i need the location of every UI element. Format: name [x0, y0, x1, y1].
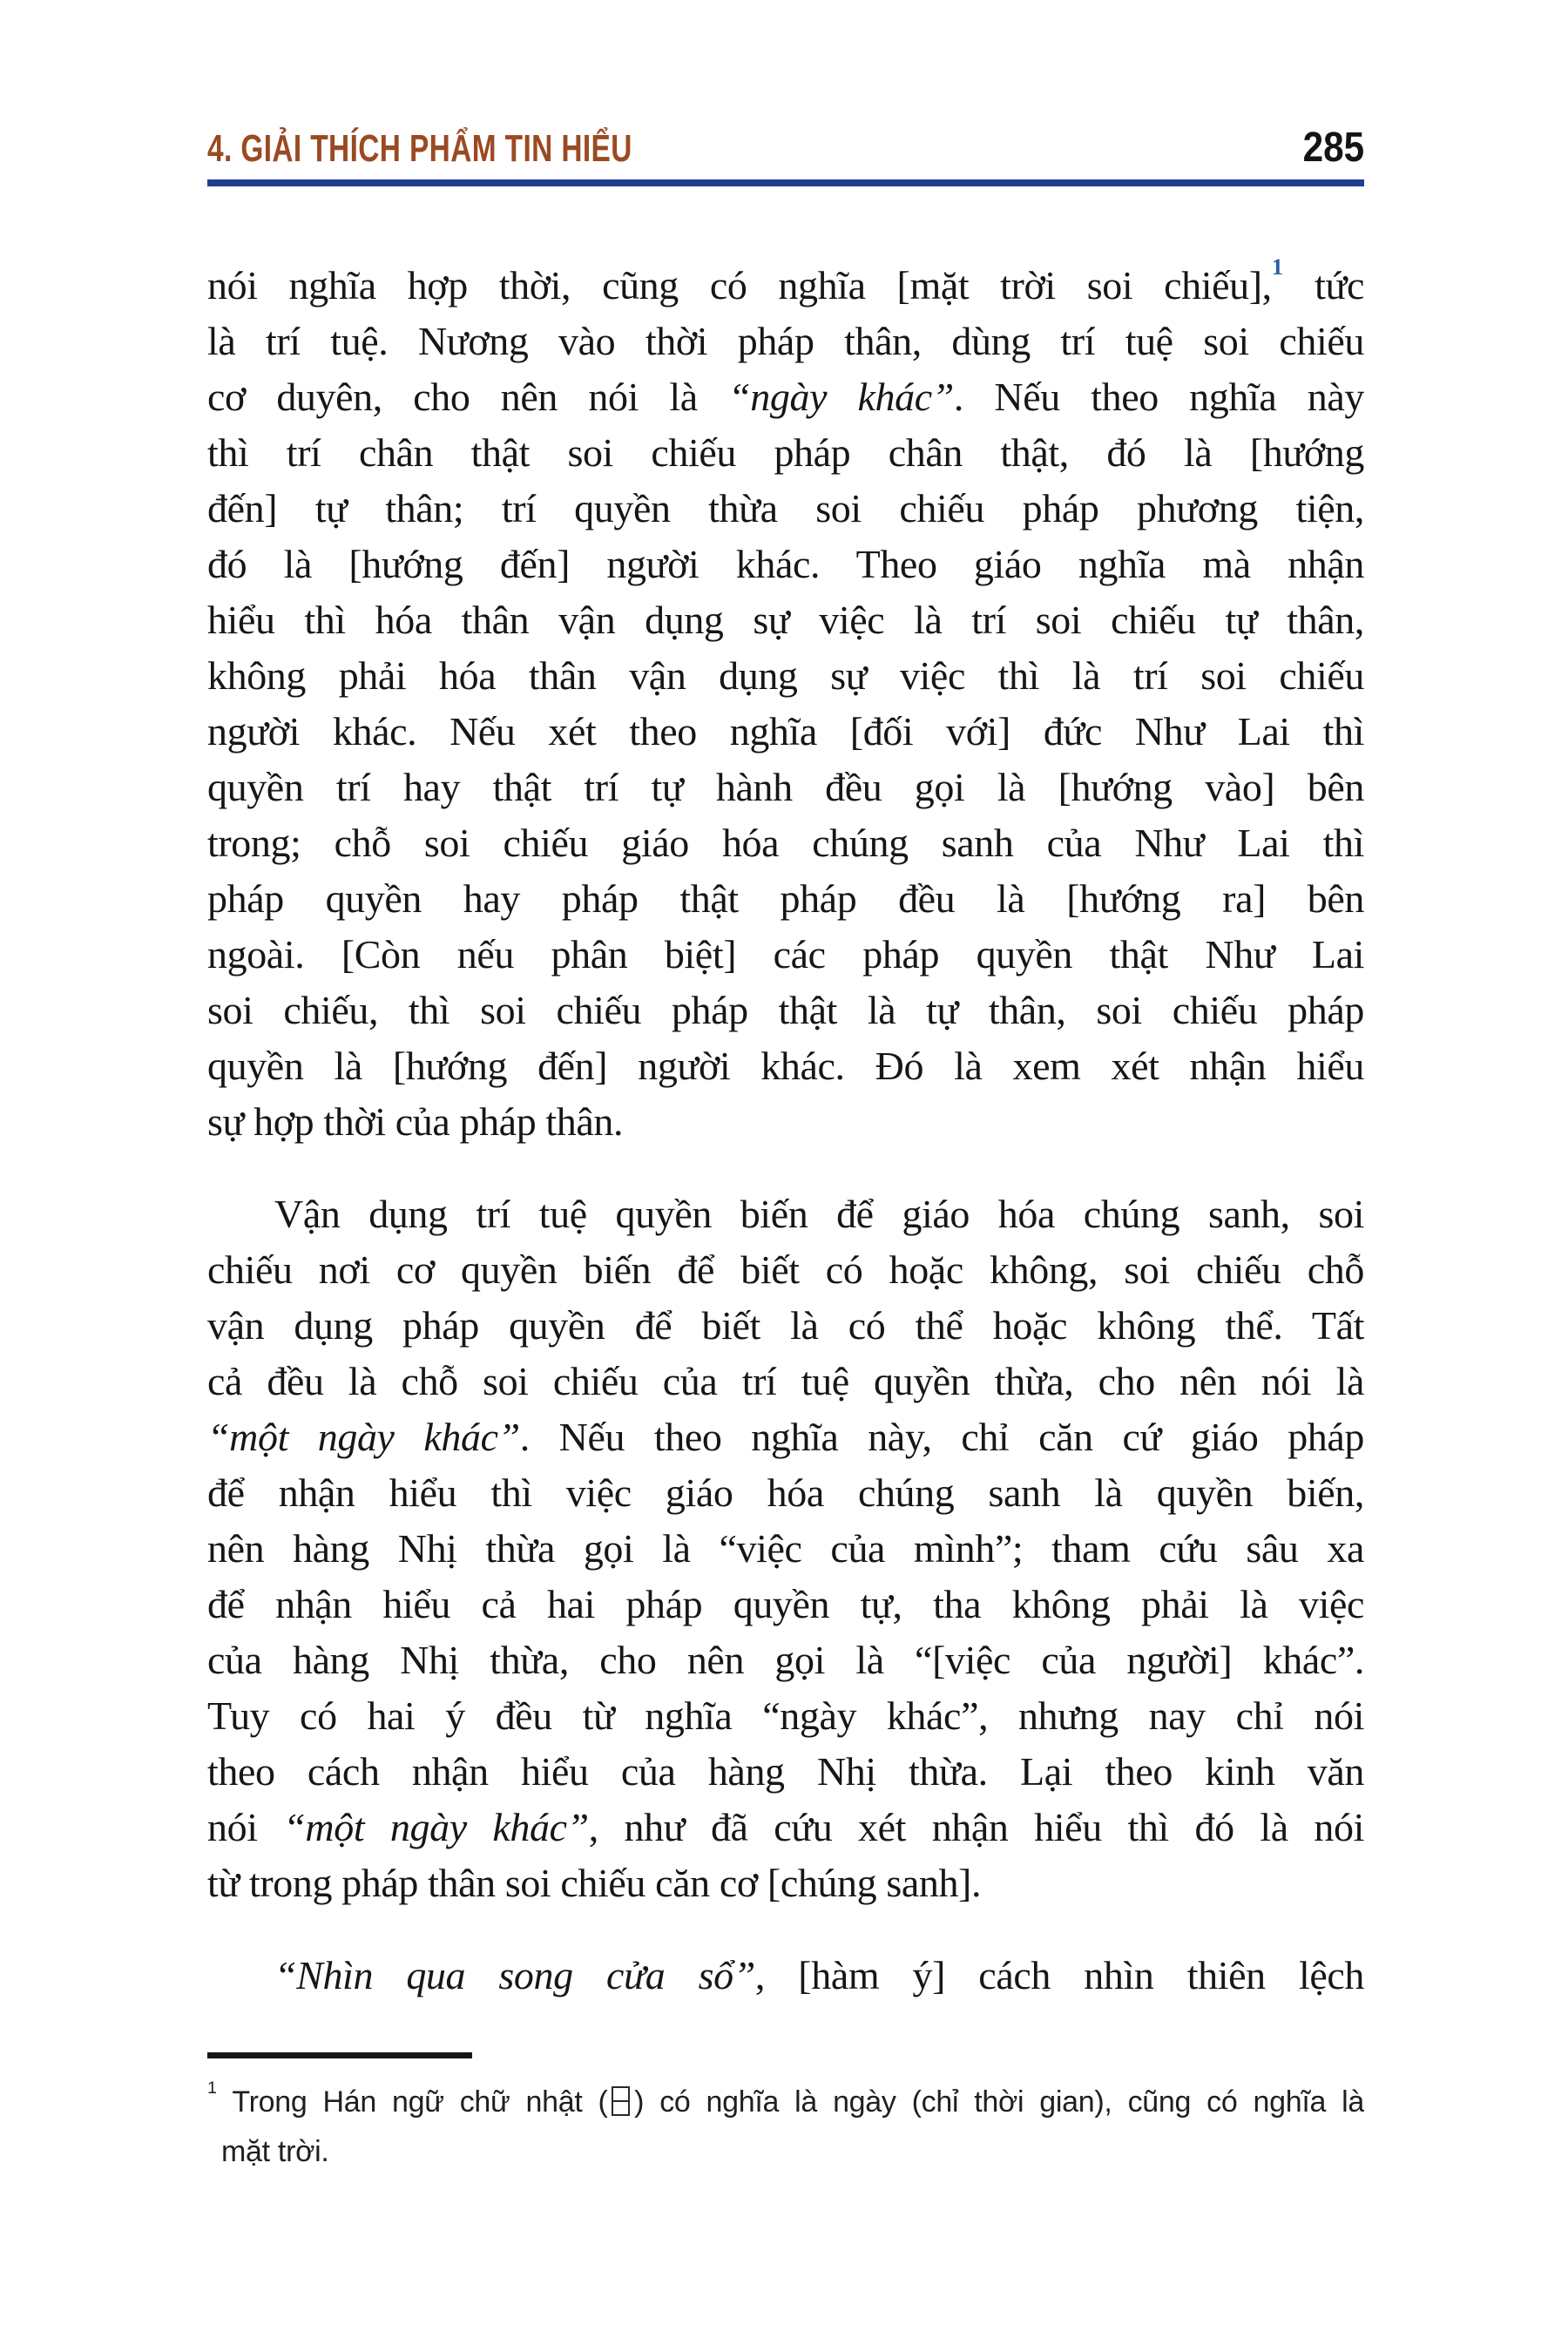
text-segment: , [hàm ý] cách nhìn thiên lệch	[754, 1953, 1364, 1997]
text-segment: . Nếu theo nghĩa này	[953, 375, 1364, 419]
footnote-area	[207, 2052, 1364, 2177]
text-segment: mặt trời.	[221, 2135, 329, 2168]
text-segment: Vận dụng trí tuệ quyền biến để giáo hóa chúng sanh, soi	[274, 1192, 1364, 1236]
text-segment: để nhận hiểu thì việc giáo hóa chúng sanh là quyền biến,	[207, 1470, 1364, 1515]
text-segment: theo cách nhận hiểu của hàng Nhị thừa. Lại theo kinh văn	[207, 1749, 1364, 1794]
text-line	[207, 1186, 1364, 1242]
text-segment: hiểu thì hóa thân vận dụng sự việc là trí soi chiếu tự thân,	[207, 598, 1364, 642]
text-line	[207, 258, 1364, 314]
text-line	[207, 1688, 1364, 1744]
text-segment: chiếu nơi cơ quyền biến để biết có hoặc không, soi chiếu chỗ	[207, 1247, 1364, 1292]
text-segment: , như đã cứu xét nhận hiểu thì đó là nói	[588, 1805, 1364, 1849]
footnote-separator	[207, 2052, 472, 2058]
text-line	[207, 648, 1364, 704]
page-header	[207, 127, 1364, 186]
text-line	[207, 815, 1364, 871]
text-segment: tức	[1283, 263, 1364, 308]
text-line	[207, 2127, 1364, 2177]
header-rule	[207, 179, 1364, 186]
text-segment: pháp quyền hay pháp thật pháp đều là [hướng ra] bên	[207, 876, 1364, 921]
text-segment: trong; chỗ soi chiếu giáo hóa chúng sanh của Như Lai thì	[207, 821, 1364, 865]
text-segment: vận dụng pháp quyền để biết là có thể hoặc không thể. Tất	[207, 1303, 1364, 1348]
italic-phrase: “Nhìn qua song cửa sổ”	[274, 1953, 755, 1997]
text-line	[207, 2078, 1364, 2127]
text-segment: thì trí chân thật soi chiếu pháp chân thật, đó là [hướng	[207, 430, 1364, 475]
running-head-row	[207, 127, 1364, 169]
text-line	[207, 871, 1364, 927]
text-line	[207, 927, 1364, 983]
text-line	[207, 425, 1364, 481]
text-segment: của hàng Nhị thừa, cho nên gọi là “[việc của người] khác”.	[207, 1638, 1364, 1682]
text-segment: nên hàng Nhị thừa gọi là “việc của mình”; tham cứu sâu xa	[207, 1526, 1364, 1571]
footnote-marker: 1	[207, 2078, 217, 2098]
text-segment: từ trong pháp thân soi chiếu căn cơ [chúng sanh].	[207, 1861, 982, 1905]
text-segment: đó là [hướng đến] người khác. Theo giáo nghĩa mà nhận	[207, 542, 1364, 586]
text-segment: để nhận hiểu cả hai pháp quyền tự, tha không phải là việc	[207, 1582, 1364, 1626]
text-line	[207, 1855, 1364, 1911]
text-line	[207, 1800, 1364, 1855]
paragraph	[207, 1948, 1364, 2004]
text-segment: cơ duyên, cho nên nói là	[207, 375, 729, 419]
text-segment: soi chiếu, thì soi chiếu pháp thật là tự thân, soi chiếu pháp	[207, 988, 1364, 1032]
text-line	[207, 1094, 1364, 1150]
text-segment: nói	[207, 1805, 284, 1849]
text-line	[207, 481, 1364, 537]
text-line	[207, 1242, 1364, 1298]
running-head-title: 4. GIẢI THÍCH PHẨM TIN HIỂU	[207, 127, 632, 170]
text-line	[207, 314, 1364, 369]
italic-phrase: “một ngày khác”	[207, 1415, 520, 1459]
text-line	[207, 1744, 1364, 1800]
text-segment: Trong Hán ngữ chữ nhật (	[216, 2085, 608, 2119]
body-text	[207, 258, 1364, 2004]
text-segment: đến] tự thân; trí quyền thừa soi chiếu pháp phương tiện,	[207, 486, 1364, 531]
footnote	[207, 2078, 1364, 2177]
text-segment: ngoài. [Còn nếu phân biệt] các pháp quyền thật Như Lai	[207, 932, 1364, 977]
text-segment: Tuy có hai ý đều từ nghĩa “ngày khác”, nhưng nay chỉ nói	[207, 1693, 1364, 1738]
text-line	[207, 1632, 1364, 1688]
text-line	[207, 1038, 1364, 1094]
text-line	[207, 1465, 1364, 1521]
text-segment: cả đều là chỗ soi chiếu của trí tuệ quyền thừa, cho nên nói là	[207, 1359, 1364, 1403]
text-segment: quyền là [hướng đến] người khác. Đó là xem xét nhận hiểu	[207, 1044, 1364, 1088]
text-segment: quyền trí hay thật trí tự hành đều gọi là [hướng vào] bên	[207, 765, 1364, 809]
text-segment: không phải hóa thân vận dụng sự việc thì là trí soi chiếu	[207, 653, 1364, 698]
text-line	[207, 369, 1364, 425]
footnote-reference: 1	[1271, 258, 1284, 280]
text-segment: là trí tuệ. Nương vào thời pháp thân, dùng trí tuệ soi chiếu	[207, 319, 1364, 363]
text-line	[207, 1409, 1364, 1465]
page-number: 285	[1302, 125, 1364, 171]
text-line	[207, 983, 1364, 1038]
text-line	[207, 1354, 1364, 1409]
paragraph	[207, 258, 1364, 1150]
text-line	[207, 1948, 1364, 2004]
text-segment: sự hợp thời của pháp thân.	[207, 1099, 624, 1144]
text-line	[207, 760, 1364, 815]
text-line	[207, 1577, 1364, 1632]
cjk-character-ri-glyph	[612, 2086, 630, 2115]
italic-phrase: “ngày khác”	[728, 375, 954, 419]
text-segment: nói nghĩa hợp thời, cũng có nghĩa [mặt trời soi chiếu],	[207, 263, 1272, 308]
text-segment: ) có nghĩa là ngày (chỉ thời gian), cũng có nghĩa là	[634, 2085, 1364, 2119]
text-line	[207, 537, 1364, 592]
text-line	[207, 592, 1364, 648]
text-line	[207, 1521, 1364, 1577]
text-line	[207, 1298, 1364, 1354]
text-segment: người khác. Nếu xét theo nghĩa [đối với] đức Như Lai thì	[207, 709, 1364, 754]
text-segment: . Nếu theo nghĩa này, chỉ căn cứ giáo pháp	[519, 1415, 1364, 1459]
paragraph	[207, 1186, 1364, 1911]
text-line	[207, 704, 1364, 760]
italic-phrase: “một ngày khác”	[283, 1805, 589, 1849]
